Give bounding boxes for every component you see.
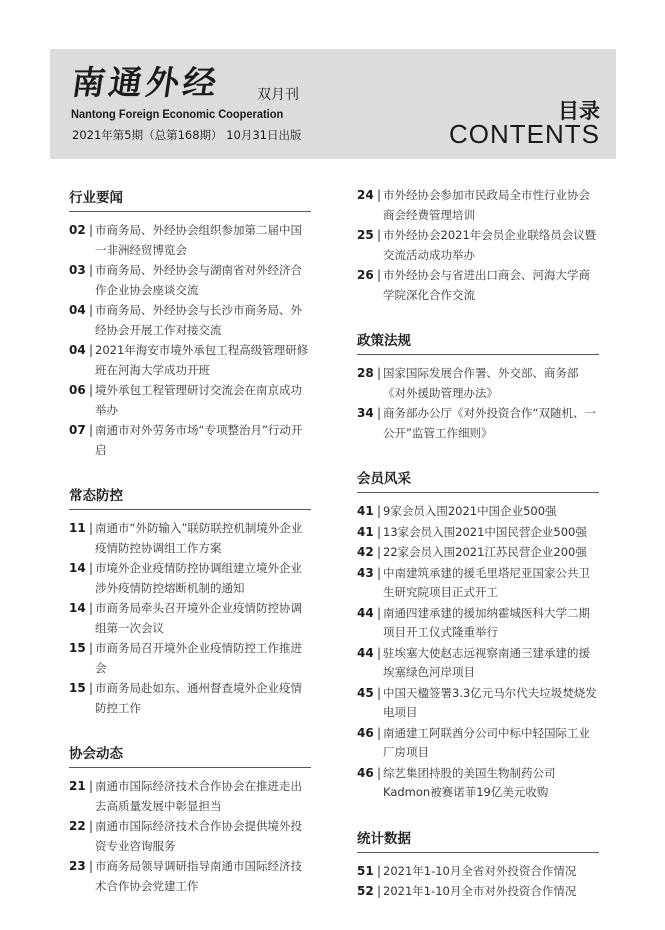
entry-title: 市商务局赴如东、通州督查境外企业疫情防控工作 [95,681,302,715]
separator-bar: | [88,859,94,873]
entry-title: 13家会员入围2021中国民营企业500强 [383,524,587,539]
page-number: 21 [69,779,86,793]
section-title: 会员风采 [357,467,599,493]
toc-entry[interactable] [357,644,599,683]
separator-bar: | [376,565,382,580]
toc-section [69,484,311,718]
toc-entry[interactable] [357,724,599,763]
masthead [50,49,616,159]
section-title: 政策法规 [357,329,599,355]
toc-entry[interactable] [69,519,311,558]
page-number: 22 [69,819,86,833]
section-title: 统计数据 [357,827,599,853]
entry-title: 南通市国际经济技术合作协会在推进走出去高质量发展中彰显担当 [95,779,302,813]
entry-title: 中国天楹签署3.3亿元马尔代夫垃圾焚烧发电项目 [383,685,597,719]
page-number: 23 [69,859,86,873]
page-number: 44 [357,645,374,660]
toc-entry[interactable] [357,502,599,522]
page-number: 52 [357,884,374,898]
entry-title: 商务部办公厅《对外投资合作“双随机、一公开”监管工作细则》 [383,406,596,440]
page-number: 03 [69,263,86,277]
separator-bar: | [376,504,382,518]
toc-entry[interactable] [357,564,599,603]
issue-info: 2021年第5期（总第168期） 10月31日出版 [72,128,302,142]
toc-entry[interactable] [69,221,311,260]
separator-bar: | [88,641,94,655]
page-number: 15 [69,641,86,655]
toc-entry[interactable] [357,404,599,443]
toc-entry[interactable] [69,777,311,816]
entry-title: 综艺集团持股的美国生物制药公司Kadmon被赛诺菲19亿美元收购 [383,765,556,799]
toc-entry[interactable] [69,559,311,598]
entry-title: 市商务局、外经协会与湖南省对外经济合作企业协会座谈交流 [95,263,302,297]
toc-entry[interactable] [69,421,311,460]
separator-bar: | [88,779,94,793]
separator-bar: | [88,561,94,575]
page-number: 24 [357,188,374,202]
entry-title: 2021年海安市境外承包工程高级管理研修班在河海大学成功开班 [95,343,309,377]
toc-section [69,742,311,896]
page-number: 06 [69,383,86,397]
page-number: 04 [69,343,86,357]
entry-title: 市外经协会2021年会员企业联络员会议暨交流活动成功举办 [383,228,597,262]
entry-title: 市商务局、外经协会与长沙市商务局、外经协会开展工作对接交流 [95,303,302,337]
toc-entry[interactable] [69,301,311,340]
separator-bar: | [376,765,382,780]
entry-title: 南通市对外劳务市场“专项整治月”行动开启 [95,423,303,457]
separator-bar: | [376,725,382,740]
separator-bar: | [376,366,382,380]
toc-entry[interactable] [357,226,599,265]
entry-title: 22家会员入围2021江苏民营企业200强 [383,545,587,559]
page-number: 14 [69,561,86,575]
toc-entry[interactable] [69,857,311,896]
separator-bar: | [376,645,382,660]
separator-bar: | [88,423,94,437]
separator-bar: | [88,681,94,695]
entry-title: 市外经协会参加市民政局全市性行业协会商会经费管理培训 [383,188,590,222]
toc-entry[interactable] [357,523,599,543]
page-number: 41 [357,524,374,539]
toc-section [357,186,599,305]
toc-entry[interactable] [357,684,599,723]
entry-title: 市商务局、外经协会组织参加第二届中国一非洲经贸博览会 [95,223,302,257]
separator-bar: | [88,521,94,535]
toc-entry[interactable] [69,341,311,380]
separator-bar: | [88,601,94,615]
page-number: 14 [69,601,86,615]
toc-entry[interactable] [357,604,599,643]
separator-bar: | [88,343,94,357]
toc-title-cn: 目录 [558,99,600,123]
toc-entry[interactable] [357,186,599,225]
separator-bar: | [376,545,382,559]
toc-left-column [69,186,311,920]
toc-right-column [357,186,599,926]
toc-entry[interactable] [69,381,311,420]
separator-bar: | [88,263,94,277]
entry-title: 境外承包工程管理研讨交流会在南京成功举办 [95,383,302,417]
entry-title: 南通四建承建的援加纳霍城医科大学二期项目开工仪式隆重举行 [383,605,590,639]
section-title: 行业要闻 [69,186,311,212]
toc-title-en: CONTENTS [449,119,600,149]
entry-title: 市商务局牵头召开境外企业疫情防控协调组第一次会议 [95,601,302,635]
toc-section [357,827,599,902]
separator-bar: | [376,268,382,282]
page-number: 25 [357,228,374,242]
page-number: 46 [357,725,374,740]
page-number: 43 [357,565,374,580]
separator-bar: | [376,406,382,420]
toc-entry[interactable] [357,882,599,902]
separator-bar: | [376,228,382,242]
toc-entry[interactable] [69,679,311,718]
separator-bar: | [88,303,94,317]
toc-entry[interactable] [357,862,599,882]
toc-entry[interactable] [357,543,599,563]
entry-title: 中南建筑承建的援毛里塔尼亚国家公共卫生研究院项目正式开工 [383,565,590,599]
page-number: 11 [69,521,86,535]
toc-entry[interactable] [69,261,311,300]
entry-title: 2021年1-10月全省对外投资合作情况 [383,863,577,878]
page-number: 15 [69,681,86,695]
separator-bar: | [376,884,382,898]
separator-bar: | [376,685,382,700]
separator-bar: | [88,223,94,237]
page-number: 02 [69,223,86,237]
separator-bar: | [88,383,94,397]
separator-bar: | [88,819,94,833]
entry-title: 2021年1-10月全市对外投资合作情况 [383,884,577,898]
entry-title: 南通市“外防输入”联防联控机制境外企业疫情防控协调组工作方案 [95,521,303,555]
page-number: 26 [357,268,374,282]
section-title: 协会动态 [69,742,311,768]
section-title: 常态防控 [69,484,311,510]
toc-entry[interactable] [69,639,311,678]
toc-section [357,329,599,443]
page-number: 44 [357,605,374,620]
toc-entry[interactable] [69,817,311,856]
entry-title: 市商务局召开境外企业疫情防控工作推进会 [95,641,302,675]
toc-entry[interactable] [357,266,599,305]
page-number: 46 [357,765,374,780]
entry-title: 驻埃塞大使赵志远视察南通三建承建的援埃塞绿色河岸项目 [383,645,590,679]
page-number: 34 [357,406,374,420]
page-number: 41 [357,504,374,518]
english-title: Nantong Foreign Economic Cooperation [71,107,284,121]
entry-title: 市外经协会与省进出口商会、河海大学商学院深化合作交流 [383,268,590,302]
page-number: 04 [69,303,86,317]
entry-title: 9家会员入围2021中国企业500强 [383,504,557,518]
entry-title: 南通市国际经济技术合作协会提供境外投资专业咨询服务 [95,819,302,853]
separator-bar: | [376,524,382,539]
magazine-logo: 南通外经 [69,63,223,102]
separator-bar: | [376,605,382,620]
toc-section [69,186,311,460]
page-number: 42 [357,545,374,559]
toc-entry[interactable] [69,599,311,638]
entry-title: 市境外企业疫情防控协调组建立境外企业涉外疫情防控熔断机制的通知 [95,561,302,595]
entry-title: 南通建工阿联酋分公司中标中轻国际工业厂房项目 [383,725,590,759]
separator-bar: | [376,863,382,878]
page-number: 28 [357,366,374,380]
page-number: 07 [69,423,86,437]
page-number: 45 [357,685,374,700]
separator-bar: | [376,188,382,202]
toc-section [357,467,599,803]
toc-entry[interactable] [357,364,599,403]
toc-entry[interactable] [357,764,599,803]
issue-frequency: 双月刊 [257,87,299,103]
entry-title: 国家国际发展合作署、外交部、商务部《对外援助管理办法》 [383,366,579,400]
entry-title: 市商务局领导调研指导南通市国际经济技术合作协会党建工作 [95,859,302,893]
page-number: 51 [357,863,374,878]
